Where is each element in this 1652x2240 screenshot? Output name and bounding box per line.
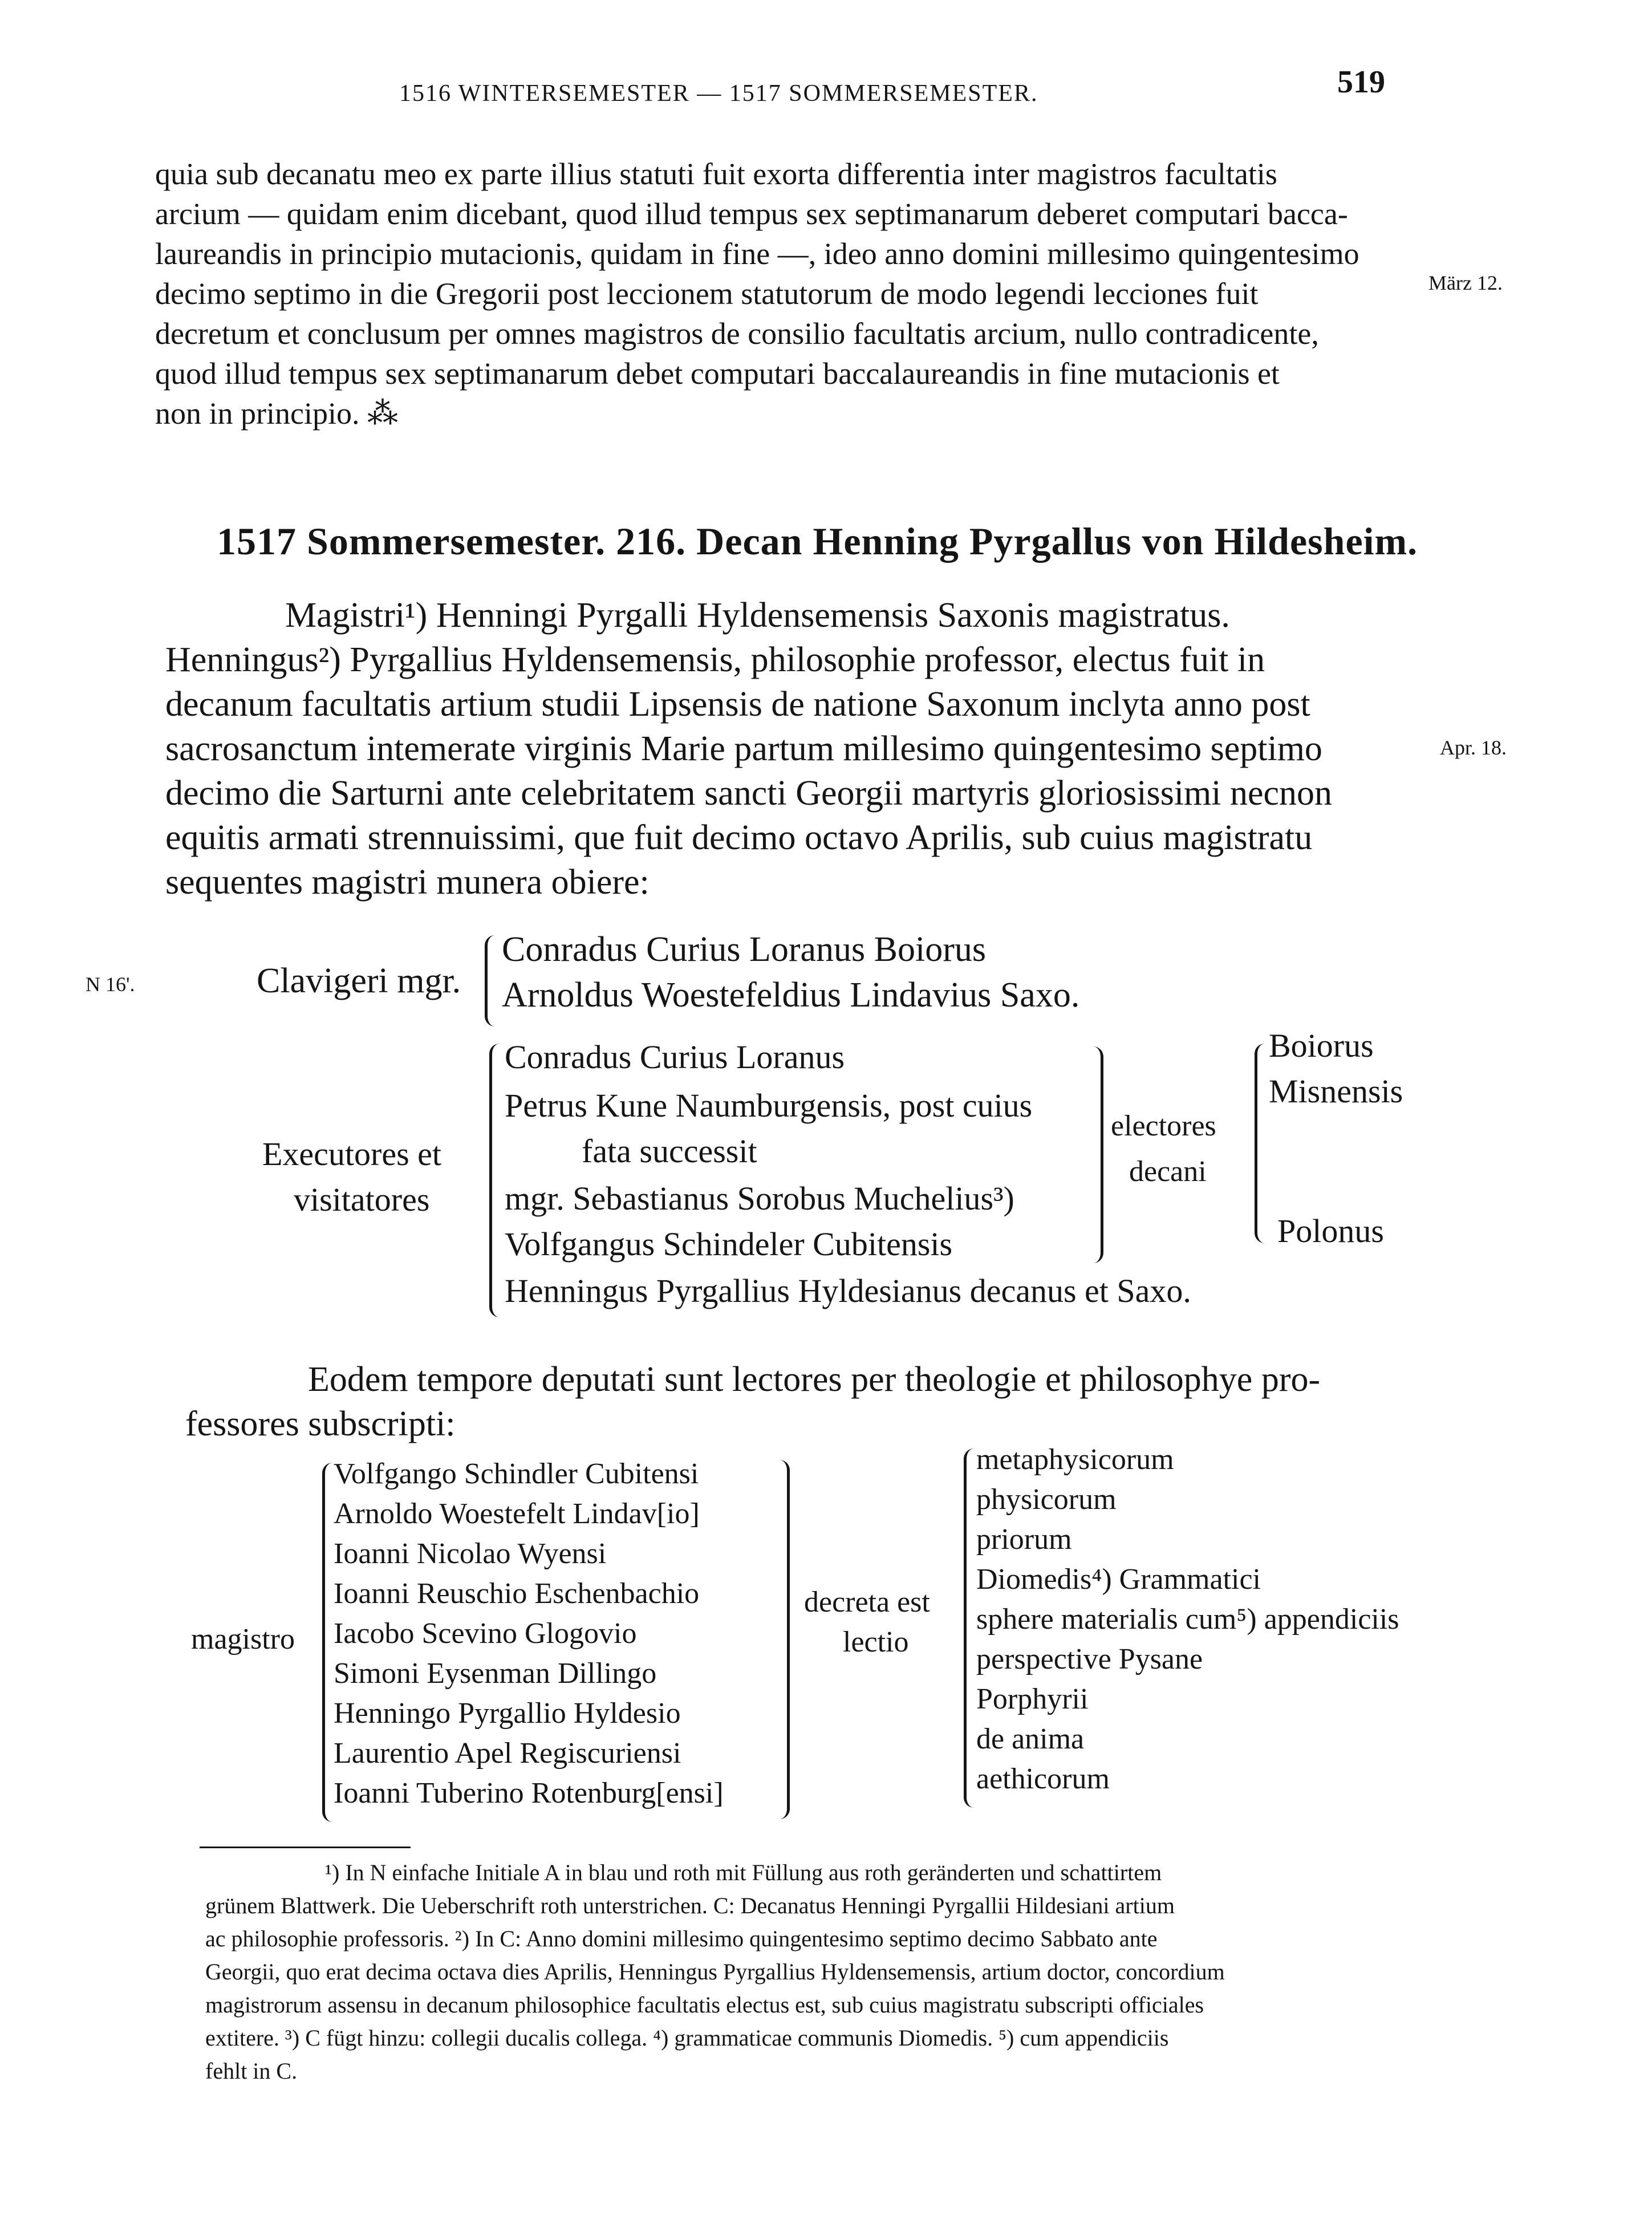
left-brace xyxy=(489,1044,504,1317)
executores-label: visitatores xyxy=(294,1181,430,1218)
lectio-subjects xyxy=(976,1440,1399,1799)
running-title: 1516 WINTERSEMESTER — 1517 SOMMERSEMESTER. xyxy=(399,80,1038,107)
text-line: non in principio. ⁂ xyxy=(155,396,398,431)
clavigeri-name: Conradus Curius Loranus Boiorus xyxy=(502,930,987,969)
nation-name: Polonus xyxy=(1277,1212,1384,1249)
executores-label: Executores et xyxy=(262,1135,442,1172)
text-line: Henningus²) Pyrgallius Hyldensemensis, philosophie professor, electus fuit in xyxy=(165,640,1265,679)
lector-name: Arnoldo Woestefelt Lindav[io] xyxy=(334,1498,700,1530)
lectio-subject: Diomedis⁴) Grammatici xyxy=(976,1563,1261,1596)
lectio-subject: de anima xyxy=(976,1723,1085,1755)
footnote-rule xyxy=(200,1847,411,1848)
executor-name: Conradus Curius Loranus xyxy=(505,1038,845,1076)
page-number: 519 xyxy=(1337,64,1385,100)
text-line: arcium — quidam enim dicebant, quod illud tempus sex septimanarum deberet computari bacca- xyxy=(155,197,1348,231)
decreta-label: decreta est xyxy=(804,1586,930,1618)
text-line: sequentes magistri munera obiere: xyxy=(165,863,650,902)
lector-name: Ioanni Nicolao Wyensi xyxy=(334,1537,607,1570)
margin-note-maerz: März 12. xyxy=(1428,271,1503,294)
lectio-subject: perspective Pysane xyxy=(976,1643,1203,1675)
left-brace xyxy=(1255,1044,1269,1243)
nation-name: Boiorus xyxy=(1269,1027,1374,1064)
footnote-line: fehlt in C. xyxy=(205,2058,298,2084)
lector-names xyxy=(334,1454,724,1813)
main-paragraph xyxy=(165,593,1332,904)
lectio-subject: metaphysicorum xyxy=(976,1443,1174,1476)
lector-name: Volfgango Schindler Cubitensi xyxy=(334,1458,699,1490)
lectio-subject: priorum xyxy=(976,1523,1072,1556)
lectio-subject: aethicorum xyxy=(976,1763,1110,1795)
text-line: decimo die Sarturni ante celebritatem sancti Georgii martyris gloriosissimi necnon xyxy=(165,774,1333,813)
text-line: decretum et conclusum per omnes magistros de consilio facultatis arcium, nullo contradicente, xyxy=(155,316,1319,351)
nation-name: Misnensis xyxy=(1269,1073,1403,1110)
left-brace xyxy=(485,935,499,1026)
executor-name: Volfgangus Schindeler Cubitensis xyxy=(505,1225,953,1263)
clavigeri-label: Clavigeri mgr. xyxy=(257,961,461,1000)
lector-name: Simoni Eysenman Dillingo xyxy=(334,1657,657,1690)
right-brace xyxy=(1089,1046,1103,1263)
footnote-line: extitere. ³) C fügt hinzu: collegii ducalis collega. ⁴) grammaticae communis Diomedis. ⁵) cum appendiciis xyxy=(205,2025,1169,2051)
footnote-line: ac philosophie professoris. ²) In C: Anno domini millesimo quingentesimo septimo decimo Sabbato ante xyxy=(205,1926,1158,1951)
clavigeri-name: Arnoldus Woestefeldius Lindavius Saxo. xyxy=(502,976,1080,1015)
margin-note-april: Apr. 18. xyxy=(1440,736,1507,759)
footnote-line: grünem Blattwerk. Die Ueberschrift roth unterstrichen. C: Decanatus Henningi Pyrgallii Hildesiani artium xyxy=(205,1893,1175,1918)
text-line: laureandis in principio mutacionis, quidam in fine —, ideo anno domini millesimo quingentesimo xyxy=(155,237,1359,271)
text-line: decimo septimo in die Gregorii post leccionem statutorum de modo legendi lecciones fuit xyxy=(155,277,1259,311)
footnote-line: ¹) In N einfache Initiale A in blau und roth mit Füllung aus roth geränderten und schattirtem xyxy=(325,1860,1162,1885)
magistro-label: magistro xyxy=(191,1623,295,1655)
section-heading: 1517 Sommersemester. 216. Decan Henning Pyrgallus von Hildesheim. xyxy=(217,520,1418,563)
executor-name: fata successit xyxy=(582,1133,757,1170)
decreta-label: lectio xyxy=(843,1626,909,1658)
lectores-intro xyxy=(185,1357,1320,1446)
electores-label: decani xyxy=(1129,1155,1207,1188)
footnote-line: Georgii, quo erat decima octava dies Aprilis, Henningus Pyrgallius Hyldensemensis, artium doctor, concordium xyxy=(205,1959,1225,1985)
text-line: decanum facultatis artium studii Lipsensis de natione Saxonum inclyta anno post xyxy=(165,685,1310,724)
executor-name: Henningus Pyrgallius Hyldesianus decanus et Saxo. xyxy=(505,1272,1191,1309)
text-line: fessores subscripti: xyxy=(185,1405,456,1443)
footnotes xyxy=(205,1856,1225,2088)
opening-paragraph xyxy=(155,154,1359,433)
lectio-subject: physicorum xyxy=(976,1483,1117,1516)
text-line: equitis armati strennuissimi, que fuit decimo octavo Aprilis, sub cuius magistratu xyxy=(165,818,1313,857)
lector-name: Iacobo Scevino Glogovio xyxy=(334,1617,637,1650)
text-line: quod illud tempus sex septimanarum debet computari baccalaureandis in fine mutacionis et xyxy=(155,356,1280,391)
executor-name: Petrus Kune Naumburgensis, post cuius xyxy=(505,1087,1033,1124)
lector-name: Ioanni Reuschio Eschenbachio xyxy=(334,1577,700,1610)
electores-label: electores xyxy=(1111,1110,1216,1142)
footnote-line: magistrorum assensu in decanum philosophice facultatis electus est, sub cuius magistratu subscripti officiales xyxy=(205,1992,1204,2018)
text-line: sacrosanctum intemerate virginis Marie partum millesimo quingentesimo septimo xyxy=(165,729,1322,768)
text-line: quia sub decanatu meo ex parte illius statuti fuit exorta differentia inter magistros facultatis xyxy=(155,157,1277,191)
lector-name: Ioanni Tuberino Rotenburg[ensi] xyxy=(334,1777,724,1809)
text-line: Magistri¹) Henningi Pyrgalli Hyldensemensis Saxonis magistratus. xyxy=(285,596,1230,635)
lectio-subject: Porphyrii xyxy=(976,1683,1089,1715)
lector-name: Laurentio Apel Regiscuriensi xyxy=(334,1737,681,1770)
lectio-subject: sphere materialis cum⁵) appendiciis xyxy=(976,1603,1399,1636)
lector-name: Henningo Pyrgallio Hyldesio xyxy=(334,1697,681,1730)
text-line: Eodem tempore deputati sunt lectores per theologie et philosophye pro- xyxy=(308,1360,1321,1399)
margin-note-n16: N 16'. xyxy=(86,973,135,996)
executor-name: mgr. Sebastianus Sorobus Muchelius³) xyxy=(505,1180,1014,1217)
right-brace xyxy=(776,1460,790,1819)
